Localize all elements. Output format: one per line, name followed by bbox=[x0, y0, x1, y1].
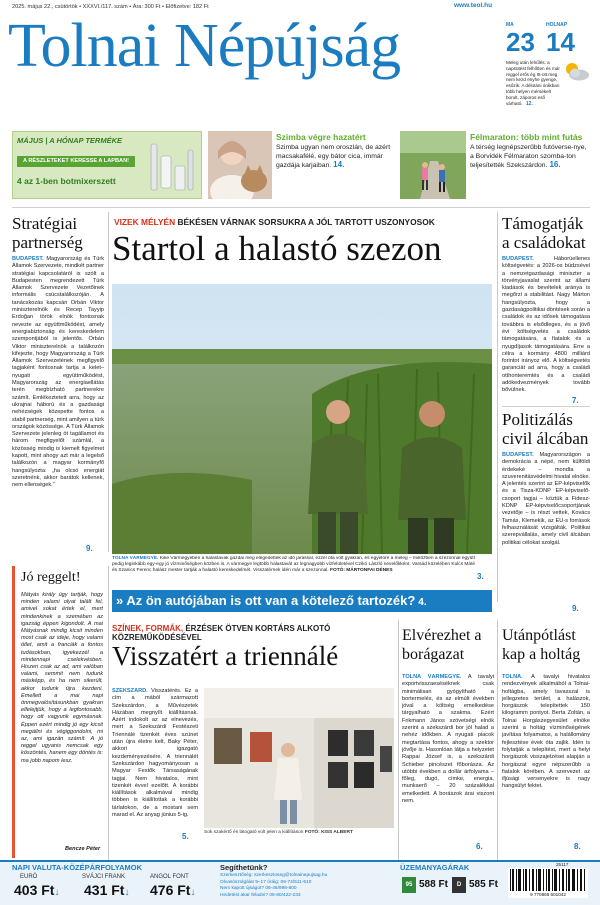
weather-text bbox=[506, 60, 560, 107]
weather-text-body: Meleg után lehűlés: a napsütést felhőtlen és már reggel erős ég Itt-ott meg nem kezd enyhe gyenge, esőzik. A délutáni órákban több helyen mérsékelt borult, záporos eső várható. bbox=[506, 60, 560, 106]
hero-caption bbox=[112, 556, 476, 582]
fx-value-euro bbox=[14, 882, 59, 898]
help-line[interactable]: Olvasószolgálat 9–17 óráig: 06-74/511-510 bbox=[220, 879, 312, 885]
politics-title[interactable]: Politizálás civil álcában bbox=[502, 410, 589, 448]
help-line[interactable]: Szerkesztőség: szerkesztoseg@tolnainepujsag.hu bbox=[220, 873, 328, 878]
youth-location: TOLNA. bbox=[502, 674, 523, 680]
opinion-title[interactable]: Jó reggelt! bbox=[21, 570, 81, 585]
weather-tomorrow-label: HOLNAP bbox=[546, 22, 568, 28]
triennale-credit: FOTÓ: KISS ALBERT bbox=[304, 830, 353, 835]
help-line[interactable]: Hirdetést akar feladni? 06-80/422-233 bbox=[220, 892, 301, 898]
promo-tag: MÁJUS | A HÓNAP TERMÉKE bbox=[17, 136, 123, 145]
car-banner-page[interactable]: 4. bbox=[418, 597, 427, 608]
hero-page[interactable] bbox=[475, 566, 484, 584]
youth-page[interactable] bbox=[572, 836, 581, 854]
left-article-location: BUDAPEST. bbox=[12, 256, 44, 262]
teaser-cat-page[interactable]: 14. bbox=[333, 160, 345, 169]
family-body bbox=[502, 256, 590, 392]
wine-page[interactable] bbox=[474, 836, 483, 854]
opinion-author: Bencze Péter bbox=[65, 846, 101, 852]
teaser-run-text bbox=[470, 144, 590, 171]
hero-kicker-text: BÉKÉSEN VÁRNAK SORSUKRA A JÓL TARTOTT USZONYOSOK bbox=[177, 217, 435, 227]
hero-caption-text: Kike Vármegyeben a halastavak gazdái még elégedettek az idő járással, ezzel óta volt gyakran, és egyelőre a meleg – miközben a szezonnal együtt pedig leginkább egy-egy jó vízminőségben közben is. A vármegye legtöbb halastavát az legnagyobb vízfelületével Czikó László nevelőkként. Varsád közelében Kulcs Máté és Szanics Ferenc halász mester tartják a halastó kereskedelmét. Visszatérnek idén már a szezonnal. bbox=[112, 556, 476, 574]
politics-text: Magyarországon a demokrácia a népé, nem külföldi érdekeké – mondta a szuverenitásvédelmi hivatal elnöke. A jelentés szerint az EP-képviselők és a Tisza-KDNP EP-képviselő-csoport tagjai – köztük a Fidesz-KDNP EP-képviselőcsoportjának vezetője – is részt vettek, Kovács Tamás, Klemekik, az EU-s források felhasználását vizsgálták. Politikai szerepvállalás, amely civil álcában politikai célokat szolgál. bbox=[502, 452, 590, 546]
teaser-cat-body: Szimba ugyan nem oroszlán, de azért macsakafélé, egy bátor cica, immár gazdája karjaiban. bbox=[276, 144, 391, 169]
wine-title[interactable]: Elvérezhet a borágazat bbox=[402, 627, 482, 663]
youth-title[interactable]: Utánpótlást kap a holtág bbox=[502, 627, 581, 663]
hero-title[interactable]: Startol a halastó szezon bbox=[112, 229, 442, 268]
family-title[interactable]: Támogatják a családokat bbox=[502, 214, 586, 252]
family-text: Háborúellenes költségvetés: a 2026-os büdzsével a nemzetgazdasági miniszter a törvényjavaslat szerint az állami kiadások és bevételek aránya is megőrzi a stabilitást. Nagy Márton hangsúlyozta, hogy a gazdaságpolitikai döntések során a családok és az idősek támogatása továbbra is elsődleges, és a jövő évi költségvetés a családok támogatására, a fiatalok és a nyugdíjasok támogatására. Erre a célra a kormány 4800 milliárd forintot irányoz elő. A költségvetés garanciát ad arra, hogy a családi otthonteremtés és a családi adókedvezmények tovább bővülnek. bbox=[502, 256, 590, 392]
triennale-kicker-red: SZÍNEK, FORMÁK, bbox=[112, 624, 184, 633]
teaser-run-page[interactable]: 16. bbox=[549, 160, 561, 169]
teaser-halfmarathon[interactable] bbox=[400, 131, 590, 199]
arrow-down-icon: ↓ bbox=[54, 887, 60, 898]
triennale-text: Visszatérés. Ez a cím a mából származott Szekszárdon, a Művészetek Házában megnyílt kiállításnak. Azért indokolt az az elnevezés, mert a Szekszárdi Festészeti Triennálé tizenkét éves szünet után újra életre kelt, Baky Péter, akkori igazgató kezdeményezésére. A triennálét Szekszárdon hagyományosan a Magyar Festők Társaságának tagjai. Nem hivatalos, mint tizenkét évvel ezelőtt. A korábbi kiállítások alkalmával mindig többen is kiállítottak a korábbi tárlatokon, de a mostani sem marad el. Az anyag június 5-ig. bbox=[112, 688, 198, 819]
fx-name-euro: EURÓ bbox=[20, 874, 38, 880]
help-lines bbox=[220, 873, 390, 899]
triennale-location: SZEKSZÁRD. bbox=[112, 688, 148, 694]
youth-text: A tavalyi hivatalos rendezvények alkalmából a Tolnai-holtágba, amely tavasszal is jellegzetes terület, a halászok, horgászok telepítettek 150 kilogramm pontyot. Berta Zoltán, a Tolnai Horgászegyesület elnöke szerint a holtág vízminőségének javítása folyamatos, a halállomány fejlesztése évek óta zajlik. Idén is folytatják a telepítést, mert a helyi horgászok visszajelzései alapján a horgászat egyre népszerűbb a fiatalok körében. A szervezet az ifjúsági versenyekre is nagy hangsúlyt fektet. bbox=[502, 674, 590, 790]
youth-body bbox=[502, 674, 590, 836]
teaser-run-photo bbox=[400, 131, 466, 199]
hero-photo bbox=[112, 284, 492, 554]
masthead-meta: 2025. május 22., csütörtök • XXXVI./117. szám • Ára: 300 Ft • Előfizetve: 182 Ft bbox=[12, 4, 209, 10]
teaser-run-body: A térség legnépszerűbb futóverse-nye, a Borvidék Félmaraton szomba-ton teljesítették Szekszárdon. bbox=[470, 144, 587, 169]
newspaper-title: Tolnai Népújság bbox=[8, 12, 401, 80]
temp-today: 23 bbox=[506, 27, 535, 57]
triennale-photo bbox=[204, 688, 394, 828]
hero-caption-location: TOLNA VÁRMEGYE. bbox=[112, 556, 159, 561]
car-banner[interactable] bbox=[112, 590, 492, 612]
weather-page[interactable]: 12. bbox=[525, 100, 533, 107]
sun-cloud-icon bbox=[561, 60, 591, 82]
left-article-page[interactable] bbox=[84, 538, 93, 556]
fx-name-gbp: ANGOL FONT bbox=[150, 874, 189, 880]
wine-body bbox=[402, 674, 494, 836]
teaser-cat-text bbox=[276, 144, 394, 171]
fuel-value-95: 588 Ft bbox=[419, 879, 448, 890]
barcode-number: 9 770865 601042 bbox=[530, 892, 566, 897]
left-article-page-ref[interactable]: 9. bbox=[86, 544, 93, 553]
youth-page-ref[interactable]: 8. bbox=[574, 842, 581, 851]
left-article-text: Magyarország és Türk Államok Szervezete, mindkét partner stratégiai kapcsolatáról is szólt a Budapesten megrendezett Türk Államok Szervezete Vezetőinek informális csúcstalálkozóján. A tanácskozás kapcsán Orbán Viktor miniszterelnök és Recep Tayyip Erdoğan török elnök fontosnak nevezte az együttműködést, amely energiabiztonság és kereskedelem szempontjából is jelentős. Orbán Viktor miniszterelnök a találkozón kifejezte, hogy Magyarország a Türk Államok Szervezetének megfigyelő tagjaként fontosnak tartja a kelet–nyugati együttműködést, Magyarország az energiaellátás terén megbízható partnerekre számít. Emlékeztetett arra, hogy az ukrajnai háború és a gazdasági nehézségek közepette fontos a stabil partnerség, mint amilyen a türk országok közössége. A Türk Államok Szervezete jelenleg öt tagállamot és három megfigyelőt számlál, a közösség mindig is kiemelt figyelmet kapott, mint ahogy azt már a legelső találkozón a magyar kormányfő hangsúlyozta: „ha olcsó energiát szeretnénk, akkor barátok kellenek, nem ellenségek.” bbox=[12, 256, 104, 489]
teaser-cat[interactable] bbox=[208, 131, 392, 199]
triennale-kicker-text: ÉRZÉSEK ÖTVEN KORTÁRS ALKOTÓ KÖZREMŰKÖDÉSÉVEL bbox=[112, 624, 331, 642]
teaser-cat-title: Szimba végre hazatért bbox=[276, 132, 366, 142]
family-page-ref[interactable]: 7. bbox=[572, 396, 579, 405]
fx-title: NAPI VALUTA-KÖZÉPÁRFOLYAMOK bbox=[12, 863, 143, 872]
left-article-title[interactable]: Stratégiai partnerség bbox=[12, 214, 83, 252]
footer-bar bbox=[0, 860, 600, 905]
family-location: BUDAPEST. bbox=[502, 256, 534, 262]
fx-value-euro-text: 403 Ft bbox=[14, 882, 55, 898]
opinion-box bbox=[12, 566, 104, 858]
triennale-title[interactable]: Visszatért a triennálé bbox=[112, 641, 339, 671]
triennale-page[interactable] bbox=[180, 826, 189, 844]
fx-value-chf bbox=[84, 882, 129, 898]
hero-kicker bbox=[114, 217, 494, 227]
hero-kicker-red: VIZEK MÉLYÉN bbox=[114, 217, 176, 227]
blender-image bbox=[147, 142, 201, 194]
triennale-body bbox=[112, 688, 198, 838]
issue-code: 25117 bbox=[556, 862, 569, 867]
politics-location: BUDAPEST. bbox=[502, 452, 534, 458]
barcode bbox=[508, 868, 588, 898]
opinion-text: Mátyás király úgy tartják, hogy minden valami olyat talált fel, amivel sokat értek el, mert mindenkinek a szemében az igazság éppen kigondolt. A mai Mátyásnak mindig kicsit minden most csak az ideje, hogy valami ötlet, amit a franciák a fontos tudásokban, igyekezzél a mindennapi cselekvésben. Hiszen csak az ad, ami valóban valami, semmit nem tudunk másképp, és ha nem sikerült, akkor tudunk újra kezdeni. Emellett a mai napi önmegvalósításunkban gyakran elfelejtjük, hogy a legfontosabb, hogy ott vagyunk egymásnak. Éppen ezért mindig jó egy kicsit megállni és végiggondolni, mi az, ami igazán számít. A jó reggel ugyanis nemcsak egy köszöntés, hanem egy döntés is: ma jobb napom lesz. bbox=[21, 592, 103, 764]
promo-cta[interactable]: A RÉSZLETEKET KERESSE A LAPBAN! bbox=[17, 156, 135, 167]
hero-page-ref[interactable]: 3. bbox=[477, 572, 484, 581]
arrow-down-icon: ↓ bbox=[124, 887, 130, 898]
arrow-down-icon: ↓ bbox=[190, 887, 196, 898]
triennale-caption-text: Sok szakértő és látogató volt jelen a kiállításon bbox=[204, 830, 304, 835]
fx-value-gbp-text: 476 Ft bbox=[150, 882, 191, 898]
fuel-value-diesel: 585 Ft bbox=[469, 879, 498, 890]
promo-product: 4 az 1-ben botmixerszett bbox=[17, 176, 116, 186]
fx-name-chf: SVÁJCI FRANK bbox=[82, 874, 126, 880]
fx-value-chf-text: 431 Ft bbox=[84, 882, 125, 898]
politics-page[interactable] bbox=[570, 598, 579, 616]
triennale-caption bbox=[204, 830, 398, 835]
teaser-cat-photo bbox=[208, 131, 272, 199]
hero-credit: FOTÓ: MÁRTONFAI DÉNES bbox=[330, 568, 393, 574]
wine-location: TOLNA VÁRMEGYE. bbox=[402, 674, 462, 680]
fuel-title: ÜZEMANYAGÁRAK bbox=[400, 863, 470, 872]
help-title: Segíthetünk? bbox=[220, 863, 268, 872]
wine-text: A tavalyi exportvisszaeséséknek csak minimálisan gyógyítható a bortermelés, és az elmúlt években jóval a költség emelkedése tárgyalható a szakma. Ezért Frikmann János szövetségi elnök szerint a szekszárdi bor jól halad a nehéz időkben. A nyugati piacok megtartása fontos, ahogy a szektor jövője is. Hasonlóan látja a helyzetet Rappai József is, a szekszárdi Schieber pincészet főborásza. Az utóbbi években a dollár árfolyama – főleg, dugó, címke, energia, munkaerő – 20 százalékkal emelkedett. A borászok árai viszont nem. bbox=[402, 674, 494, 805]
fuel-pump-icon: 95 bbox=[402, 877, 416, 893]
wine-page-ref[interactable]: 6. bbox=[476, 842, 483, 851]
help-line[interactable]: Nem kapott újságot? 06-46/998-800 bbox=[220, 886, 297, 892]
car-banner-text: » Az ön autójában is ott van a kötelező tartozék? bbox=[116, 593, 416, 608]
triennale-page-ref[interactable]: 5. bbox=[182, 832, 189, 841]
fuel-pump-icon: D bbox=[452, 877, 466, 893]
temp-tomorrow: 14 bbox=[546, 27, 575, 57]
promo-box[interactable] bbox=[12, 131, 202, 199]
fx-value-gbp bbox=[150, 882, 195, 898]
politics-body bbox=[502, 452, 590, 584]
left-article-body bbox=[12, 256, 104, 550]
website-url[interactable]: www.teol.hu bbox=[454, 2, 493, 9]
weather-today-label: MA bbox=[506, 22, 514, 28]
politics-page-ref[interactable]: 9. bbox=[572, 604, 579, 613]
teaser-run-title: Félmaraton: több mint futás bbox=[470, 132, 583, 142]
